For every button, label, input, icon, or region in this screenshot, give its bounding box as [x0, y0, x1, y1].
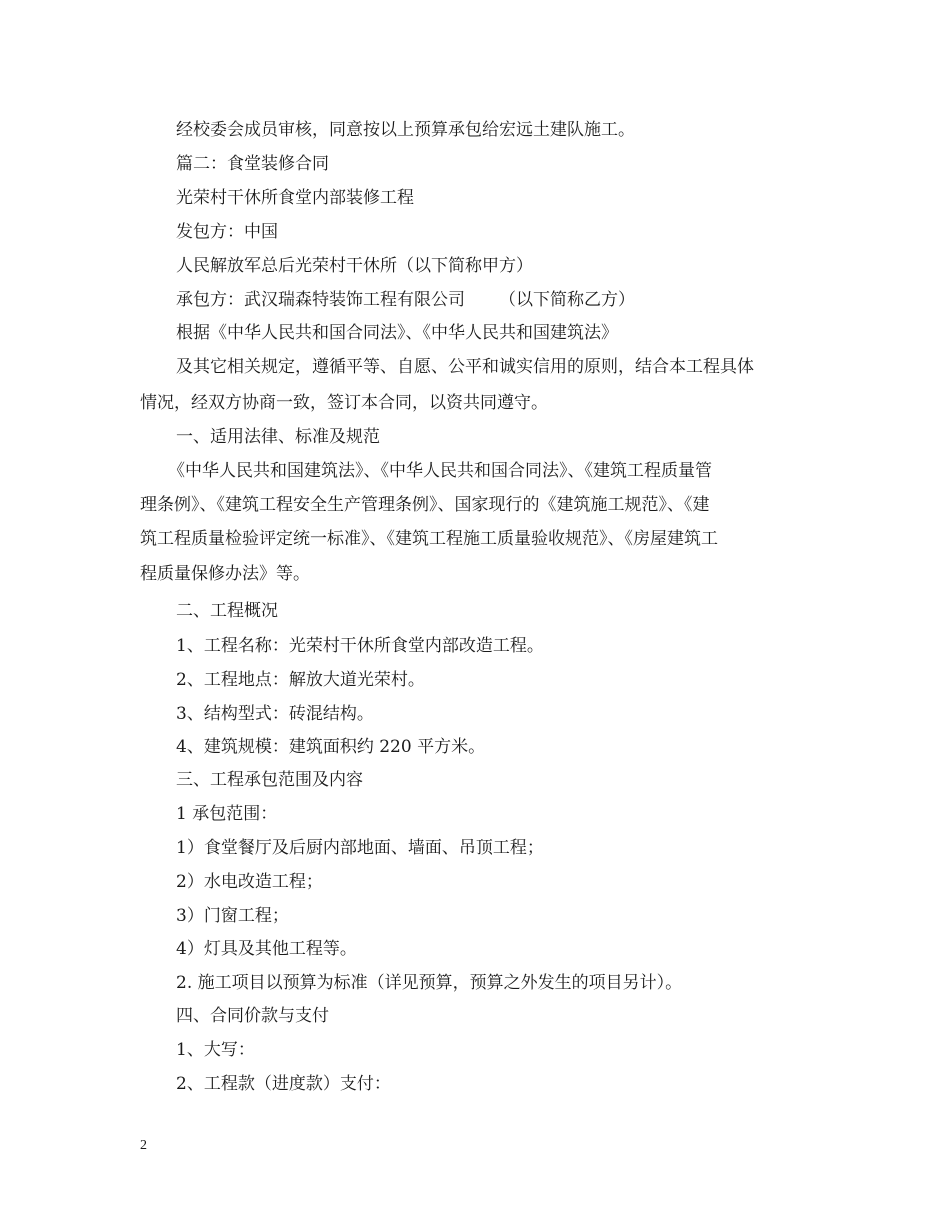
- employer-name-line: 人民解放军总后光荣村干休所（以下简称甲方）: [176, 256, 533, 276]
- contractor-name: 承包方：武汉瑞森特装饰工程有限公司: [176, 290, 465, 310]
- body-text: 筑工程质量检验评定统一标准》、《建筑工程施工质量验收规范》、《房屋建筑工: [140, 529, 718, 549]
- employer-line: 发包方：中国: [176, 222, 278, 242]
- list-item: 2）水电改造工程；: [176, 872, 323, 892]
- list-item: 1）食堂餐厅及后厨内部地面、墙面、吊顶工程；: [176, 838, 544, 858]
- list-item: 2. 施工项目以预算为标准（详见预算，预算之外发生的项目另计）。: [176, 973, 683, 993]
- project-title: 光荣村干休所食堂内部装修工程: [176, 188, 414, 208]
- list-item: 3、结构型式：砖混结构。: [176, 704, 374, 724]
- list-item: 4、建筑规模：建筑面积约 220 平方米。: [176, 737, 486, 757]
- list-item: 4）灯具及其他工程等。: [176, 939, 357, 959]
- list-item: 2、工程款（进度款）支付：: [176, 1074, 391, 1094]
- body-text: 及其它相关规定，遵循平等、自愿、公平和诚实信用的原则，结合本工程具体: [176, 357, 754, 377]
- section-heading: 二、工程概况: [176, 601, 278, 621]
- list-item: 2、工程地点：解放大道光荣村。: [176, 670, 425, 690]
- section-heading: 篇二：食堂装修合同: [176, 154, 329, 174]
- approval-line: 经校委会成员审核，同意按以上预算承包给宏远土建队施工。: [176, 120, 635, 140]
- body-text: 程质量保修办法》等。: [140, 564, 310, 584]
- section-heading: 一、适用法律、标准及规范: [176, 427, 380, 447]
- body-text: 《中华人民共和国建筑法》、《中华人民共和国合同法》、《建筑工程质量管: [168, 461, 712, 481]
- list-item: 1、大写：: [176, 1040, 255, 1060]
- body-text: 根据《中华人民共和国合同法》、《中华人民共和国建筑法》: [176, 323, 618, 343]
- list-item: 1 承包范围：: [176, 804, 278, 824]
- page-number: 2: [140, 1138, 147, 1153]
- list-item: 3）门窗工程；: [176, 906, 289, 926]
- body-text: 情况，经双方协商一致，签订本合同，以资共同遵守。: [140, 393, 548, 413]
- contractor-abbrev: （以下简称乙方）: [499, 290, 635, 310]
- contractor-line: [176, 290, 635, 310]
- list-item: 1、工程名称：光荣村干休所食堂内部改造工程。: [176, 636, 544, 656]
- section-heading: 四、合同价款与支付: [176, 1006, 329, 1026]
- body-text: 理条例》、《建筑工程安全生产管理条例》、国家现行的《建筑施工规范》、《建: [140, 495, 710, 515]
- section-heading: 三、工程承包范围及内容: [176, 770, 363, 790]
